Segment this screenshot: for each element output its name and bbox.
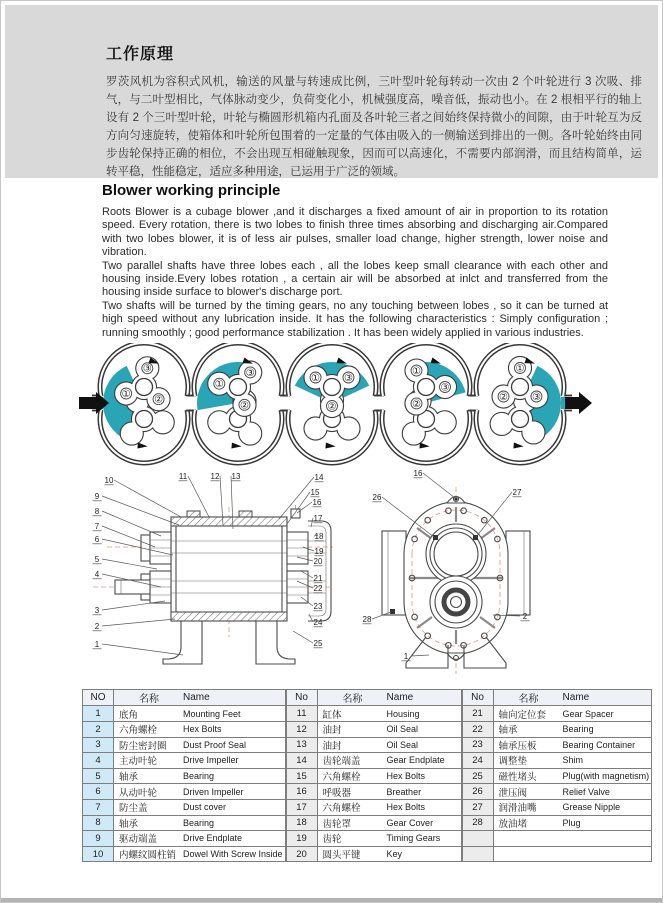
table-row [462,737,652,753]
parts-table-cell: Dowel With Screw Inside [181,846,285,862]
page-bottom-edge [1,898,662,902]
table-row [286,784,461,800]
end-view-drawing [382,487,530,674]
lobe-label: ① [412,365,421,377]
en-paragraph-2: Two parallel shafts have three lobes each , all the lobes keep small clearance with each other and housing inside.Every lobes rotation , a certain air will be absorbed at inlct and transferred from the housing inside surface to blower's discharge port. [102,259,608,299]
lobe-label: ③ [343,372,353,384]
callout-label: 17 [313,514,323,523]
parts-table-cell: Plug(with magnetism) [561,768,652,784]
parts-table-header: Name [385,690,462,706]
parts-table-cell: 2 [83,721,114,737]
table-row [286,706,461,722]
callout-label: 7 [94,522,100,531]
parts-table-cell: 14 [286,753,317,769]
table-row [462,721,652,737]
parts-table-cell: 4 [83,753,114,769]
lobe-label: ③ [142,363,152,375]
lobe-label: ② [327,401,337,413]
callout-label: 13 [231,472,241,481]
parts-table-cell: 主动叶轮 [114,753,182,769]
callout-label: 1 [403,652,409,661]
parts-table-cell [462,846,493,862]
table-row [462,768,652,784]
parts-table-cell: 27 [462,799,493,815]
parts-table-cell: 防尘密封圈 [114,737,182,753]
table-row [83,753,286,769]
parts-table-cell: 磁性堵头 [493,768,561,784]
callout-label: 15 [310,488,320,497]
parts-table-cell: 3 [83,737,114,753]
parts-table-cell: 20 [286,846,317,862]
parts-table-cell: 润滑油嘴 [493,799,561,815]
parts-table-cell: 轴承 [493,721,561,737]
lobe-label: ① [121,388,131,400]
table-row [462,799,652,815]
parts-table-cell: Driven Impeller [181,784,285,800]
parts-table-header: 名称 [114,690,182,706]
callout-label: 6 [94,535,100,544]
parts-table-cell: Gear Cover [385,815,462,831]
lobe-label: ② [240,400,249,412]
parts-table-cell: Gear Endplate [385,753,462,769]
lobe-label: ② [499,391,509,403]
parts-table-cell [493,831,561,847]
parts-table-cell: Bearing [561,721,652,737]
en-title: Blower working principle [102,182,281,199]
parts-table-cell: 28 [462,815,493,831]
parts-table-cell: 5 [83,768,114,784]
parts-table-cell: 油封 [317,737,385,753]
table-row [83,768,286,784]
parts-table-cell: 15 [286,768,317,784]
parts-table-cell: Gear Spacer [561,706,652,722]
parts-table-cell: 10 [83,846,114,862]
lobe-label: ② [412,398,421,410]
rotation-stage-3 [280,343,384,463]
callout-label: 26 [372,493,382,502]
parts-table-cell: Plug [561,815,652,831]
parts-table-cell: Hex Bolts [181,721,285,737]
table-row [286,846,461,862]
parts-table-cell: 齿轮 [317,831,385,847]
table-row [286,721,461,737]
table-row [83,831,286,847]
parts-table-header: 名称 [493,690,561,706]
callout-label: 24 [313,618,323,627]
callout-label: 22 [313,584,323,593]
parts-table-cell: Shim [561,753,652,769]
parts-table-cell: 12 [286,721,317,737]
parts-table-cell: 22 [462,721,493,737]
parts-table-cell: Oil Seal [385,737,462,753]
parts-table-cell: 泄压阀 [493,784,561,800]
parts-table-cell: Grease Nipple [561,799,652,815]
parts-table-cell: 1 [83,706,114,722]
parts-table-cell: 齿轮罩 [317,815,385,831]
parts-table-header: No [286,690,317,706]
cn-section [106,41,642,181]
parts-table-cell: Oil Seal [385,721,462,737]
parts-table-header: Name [561,690,652,706]
callout-label: 20 [313,557,323,566]
table-row [83,784,286,800]
parts-table-cell: 圆头平键 [317,846,385,862]
parts-table-cell: 六角螺栓 [317,799,385,815]
parts-table-cell: 26 [462,784,493,800]
parts-table-cell: Dust cover [181,799,285,815]
parts-table-cell: 从动叶轮 [114,784,182,800]
parts-table-cell: 防尘盖 [114,799,182,815]
callout-label: 2 [522,612,528,621]
parts-table-cell: 17 [286,799,317,815]
lobe-label: ① [515,363,525,375]
parts-table-cell: 8 [83,815,114,831]
table-row [462,815,652,831]
parts-table-cell: 内螺纹圆柱销 [114,846,182,862]
parts-table-cell: 21 [462,706,493,722]
cross-section-drawing [93,505,333,664]
parts-table-cell [462,831,493,847]
parts-table-cell: Housing [385,706,462,722]
parts-table-cell: 9 [83,831,114,847]
parts-table-cell: 轴承压板 [493,737,561,753]
callout-label: 10 [104,476,114,485]
parts-table-group-3 [462,689,653,862]
parts-table-cell: Bearing [181,768,285,784]
en-paragraph-1: Roots Blower is a cubage blower ,and it discharges a fixed amount of air in proportion to its rotation speed. Every rotation, there is two lobes to finish three times absorbing and discharging air.Compared with two lobes blower, it is of less air pulses, smaller load change, higher strength, lower noise and vibration. [102,206,608,259]
table-row [286,753,461,769]
parts-table-cell [561,846,652,862]
parts-table-header: No [462,690,493,706]
parts-table-cell: 底角 [114,706,182,722]
parts-table-header: 名称 [317,690,385,706]
parts-table-cell: 调整垫 [493,753,561,769]
parts-table-cell: 6 [83,784,114,800]
parts-table-cell: 轴向定位套 [493,706,561,722]
en-paragraph-3: Two shafts will be turned by the timing gears, no any touching between lobes , so it can be turned at high speed without any lubrication inside. It has the following characteristics : Simply configuration ; running smoothly ; good performance stabilization . It has been widely applied in various industries. [102,299,608,339]
working-principle-cn-panel [5,5,658,178]
table-row [286,737,461,753]
assembly-drawings [81,469,611,684]
parts-table-cell: Hex Bolts [385,799,462,815]
table-row [286,815,461,831]
parts-table-cell: Hex Bolts [385,768,462,784]
parts-table-cell [493,846,561,862]
parts-table-cell: Key [385,846,462,862]
table-row [83,799,286,815]
rotation-stage-2 [186,343,290,463]
parts-table-cell: 7 [83,799,114,815]
parts-table-cell: 齿轮端盖 [317,753,385,769]
parts-table-cell: 18 [286,815,317,831]
callout-label: 25 [313,639,323,648]
parts-table-cell: 轴承 [114,768,182,784]
parts-table-cell: 六角螺栓 [114,721,182,737]
callout-label: 16 [413,469,423,478]
parts-table-cell: Relief Valve [561,784,652,800]
parts-table-cell: Drive Impeller [181,753,285,769]
parts-table-group-2 [286,689,462,862]
parts-table-cell: 13 [286,737,317,753]
cn-title: 工作原理 [106,46,175,63]
parts-table-cell: Breather [385,784,462,800]
lobe-label: ② [154,394,164,406]
table-row [83,706,286,722]
table-row [83,815,286,831]
table-row [462,784,652,800]
parts-table-header: Name [181,690,285,706]
table-row [462,846,652,862]
callout-label: 16 [312,498,322,507]
callout-label: 2 [94,622,100,631]
en-section [102,182,608,340]
table-row [83,737,286,753]
table-row [286,768,461,784]
table-row [286,799,461,815]
callout-label: 5 [94,555,100,564]
table-row [286,831,461,847]
callout-label: 14 [314,473,324,482]
rotation-stage-4 [374,343,478,463]
parts-table-cell: Dust Proof Seal [181,737,285,753]
table-row [462,831,652,847]
callout-label: 21 [313,574,323,583]
table-row [83,846,286,862]
lobe-label: ① [214,379,224,391]
parts-table-cell: 16 [286,784,317,800]
parts-table-cell: Bearing Container [561,737,652,753]
callout-label: 8 [94,507,100,516]
parts-table-cell: Mounting Feet [181,706,285,722]
lobe-label: ③ [531,391,541,403]
callout-label: 19 [314,547,324,556]
callout-label: 12 [210,472,220,481]
table-row [462,753,652,769]
parts-table-cell: 19 [286,831,317,847]
callout-label: 18 [314,532,324,541]
parts-table-cell: 驱动端盖 [114,831,182,847]
parts-table-cell: Timing Gears [385,831,462,847]
parts-table-cell: 六角螺栓 [317,768,385,784]
callout-label: 11 [178,472,188,481]
cn-paragraph: 罗茨风机为容积式风机，输送的风量与转速成比例，三叶型叶轮每转动一次由 2 个叶轮进行 3 次吸、排气，与二叶型相比，气体脉动变少，负荷变化小，机械强度高，噪音低，振动也小。在 2 根相平行的轴上设有 2 个三叶型叶轮，叶轮与椭圆形机箱内孔面及各叶轮三者之间始终保持微小的间隙，由于叶轮互为反方向匀速旋转，使箱体和叶轮所包围着的一定量的气体由吸入的一侧输送到排出的一侧。各叶轮始终由同步齿轮保持正确的相位，不会出现互相碰触现象，因而可以高速化，不需要内部润滑，而且结构简单，运转平稳，性能稳定，适应多种用途，已运用于广泛的领域。 [106,76,642,178]
parts-table-cell: 缸体 [317,706,385,722]
callout-label: 28 [362,615,372,624]
rotation-stage-5 [468,343,573,463]
parts-table-cell: 25 [462,768,493,784]
lobe-label: ① [311,372,321,384]
lobe-label: ③ [245,367,255,379]
callout-label: 9 [94,492,100,501]
parts-table-cell: 23 [462,737,493,753]
parts-table-group-1 [82,689,286,862]
rotation-stages-diagram [79,343,594,467]
parts-table-cell: Bearing [181,815,285,831]
table-row [83,721,286,737]
parts-table-cell: Drive Endplate [181,831,285,847]
lobe-label: ③ [440,382,450,394]
parts-table-cell: 呼吸器 [317,784,385,800]
callout-label: 23 [313,602,323,611]
parts-table-cell: 11 [286,706,317,722]
parts-table-cell: 油封 [317,721,385,737]
callout-label: 4 [94,570,100,579]
parts-table-cell [561,831,652,847]
parts-table-cell: 轴承 [114,815,182,831]
parts-table-header: NO [83,690,114,706]
callout-label: 1 [94,640,100,649]
parts-table-cell: 放油堵 [493,815,561,831]
parts-table-cell: 24 [462,753,493,769]
parts-table [82,689,652,862]
callout-label: 27 [512,488,522,497]
table-row [462,706,652,722]
callout-label: 3 [94,606,100,615]
